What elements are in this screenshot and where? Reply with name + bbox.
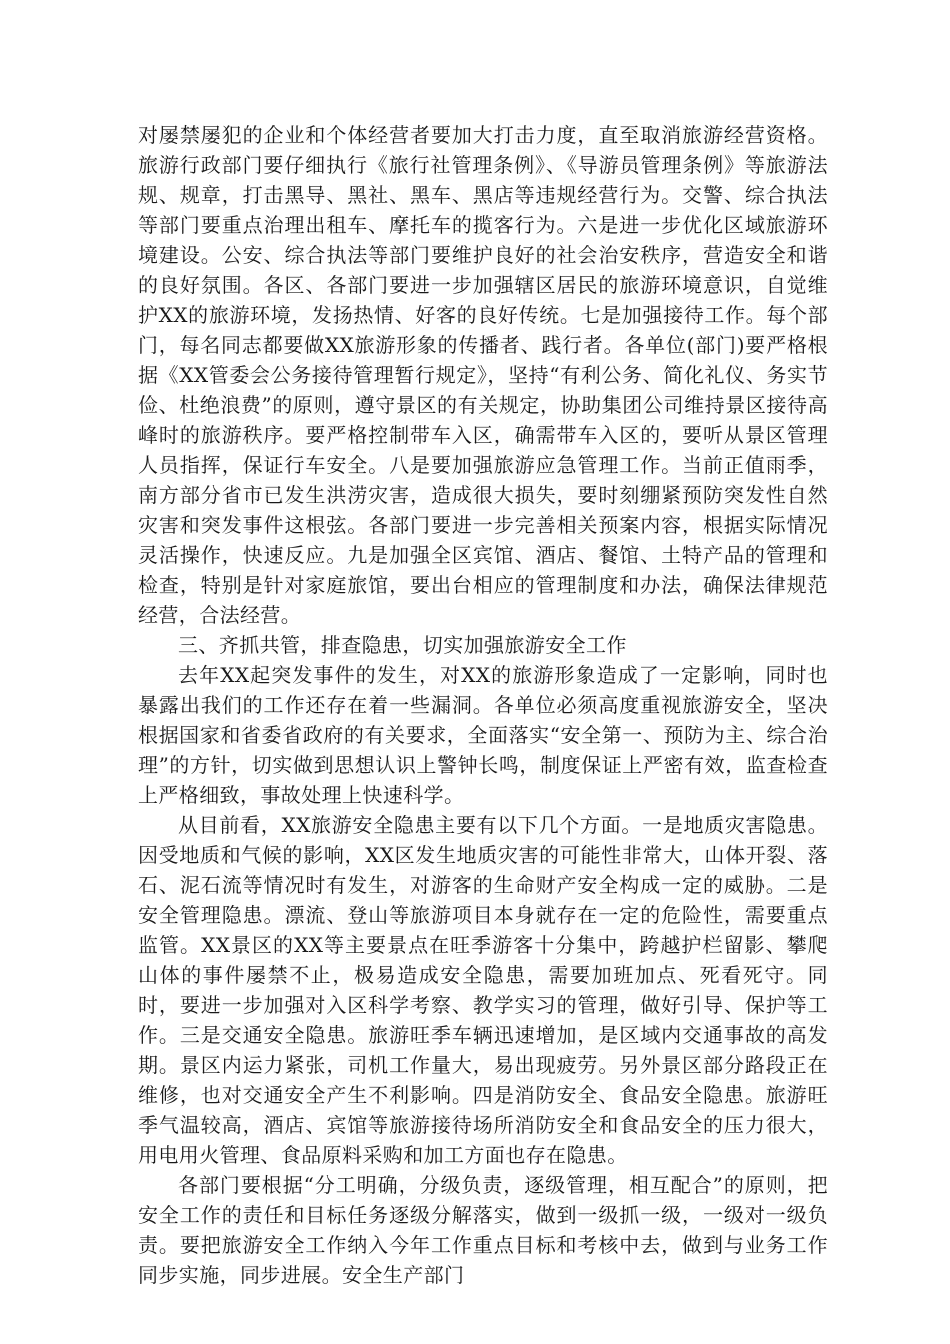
section-heading: 三、齐抓共管，排查隐患，切实加强旅游安全工作	[178, 633, 627, 657]
paragraph-4: 从目前看，XX旅游安全隐患主要有以下几个方面。一是地质灾害隐患。因受地质和气候的影响，XX区发生地质灾害的可能性非常大，山体开裂、落石、泥石流等情况时有发生，对游客的生命财产安全构成一定的威胁。二是安全管理隐患。漂流、登山等旅游项目本身就存在一定的危险性，需要重点监管。XX景区的XX等主要景点在旺季游客十分集中，跨越护栏留影、攀爬山体的事件屡禁不止，极易造成安全隐患，需要加班加点、死看死守。同时，要进一步加强对入区科学考察、教学实习的管理，做好引导、保护等工作。三是交通安全隐患。旅游旺季车辆迅速增加，是区域内交通事故的高发期。景区内运力紧张，司机工作量大，易出现疲劳。另外景区部分路段正在维修，也对交通安全产生不利影响。四是消防安全、食品安全隐患。旅游旺季气温较高，酒店、宾馆等旅游接待场所消防安全和食品安全的压力很大，用电用火管理、食品原料采购和加工方面也存在隐患。	[138, 813, 828, 1167]
paragraph-1: 对屡禁屡犯的企业和个体经营者要加大打击力度，直至取消旅游经营资格。旅游行政部门要仔细执行《旅行社管理条例》、《导游员管理条例》等旅游法规、规章，打击黑导、黑社、黑车、黑店等违规经营行为。交警、综合执法等部门要重点治理出租车、摩托车的揽客行为。六是进一步优化区域旅游环境建设。公安、综合执法等部门要维护良好的社会治安秩序，营造安全和谐的良好氛围。各区、各部门要进一步加强辖区居民的旅游环境意识，自觉维护XX的旅游环境，发扬热情、好客的良好传统。七是加强接待工作。每个部门，每名同志都要做XX旅游形象的传播者、践行者。各单位(部门)要严格根据《XX管委会公务接待管理暂行规定》，坚持“有利公务、简化礼仪、务实节俭、杜绝浪费”的原则，遵守景区的有关规定，协助集团公司维持景区接待高峰时的旅游秩序。要严格控制带车入区，确需带车入区的，要听从景区管理人员指挥，保证行车安全。八是要加强旅游应急管理工作。当前正值雨季，南方部分省市已发生洪涝灾害，造成很大损失，要时刻绷紧预防突发性自然灾害和突发事件这根弦。各部门要进一步完善相关预案内容，根据实际情况灵活操作，快速反应。九是加强全区宾馆、酒店、餐馆、土特产品的管理和检查，特别是针对家庭旅馆，要出台相应的管理制度和办法，确保法律规范经营，合法经营。	[138, 123, 828, 627]
paragraph-3: 去年XX起突发事件的发生，对XX的旅游形象造成了一定影响，同时也暴露出我们的工作还存在着一些漏洞。各单位必须高度重视旅游安全，坚决根据国家和省委省政府的有关要求，全面落实“安全第一、预防为主、综合治理”的方针，切实做到思想认识上警钟长鸣，制度保证上严密有效，监查检查上严格细致，事故处理上快速科学。	[138, 663, 828, 807]
paragraph-5: 各部门要根据“分工明确，分级负责，逐级管理，相互配合”的原则，把安全工作的责任和目标任务逐级分解落实，做到一级抓一级，一级对一级负责。要把旅游安全工作纳入今年工作重点目标和考核中去，做到与业务工作同步实施，同步进展。安全生产部门	[138, 1173, 828, 1287]
document-page	[138, 120, 828, 1290]
